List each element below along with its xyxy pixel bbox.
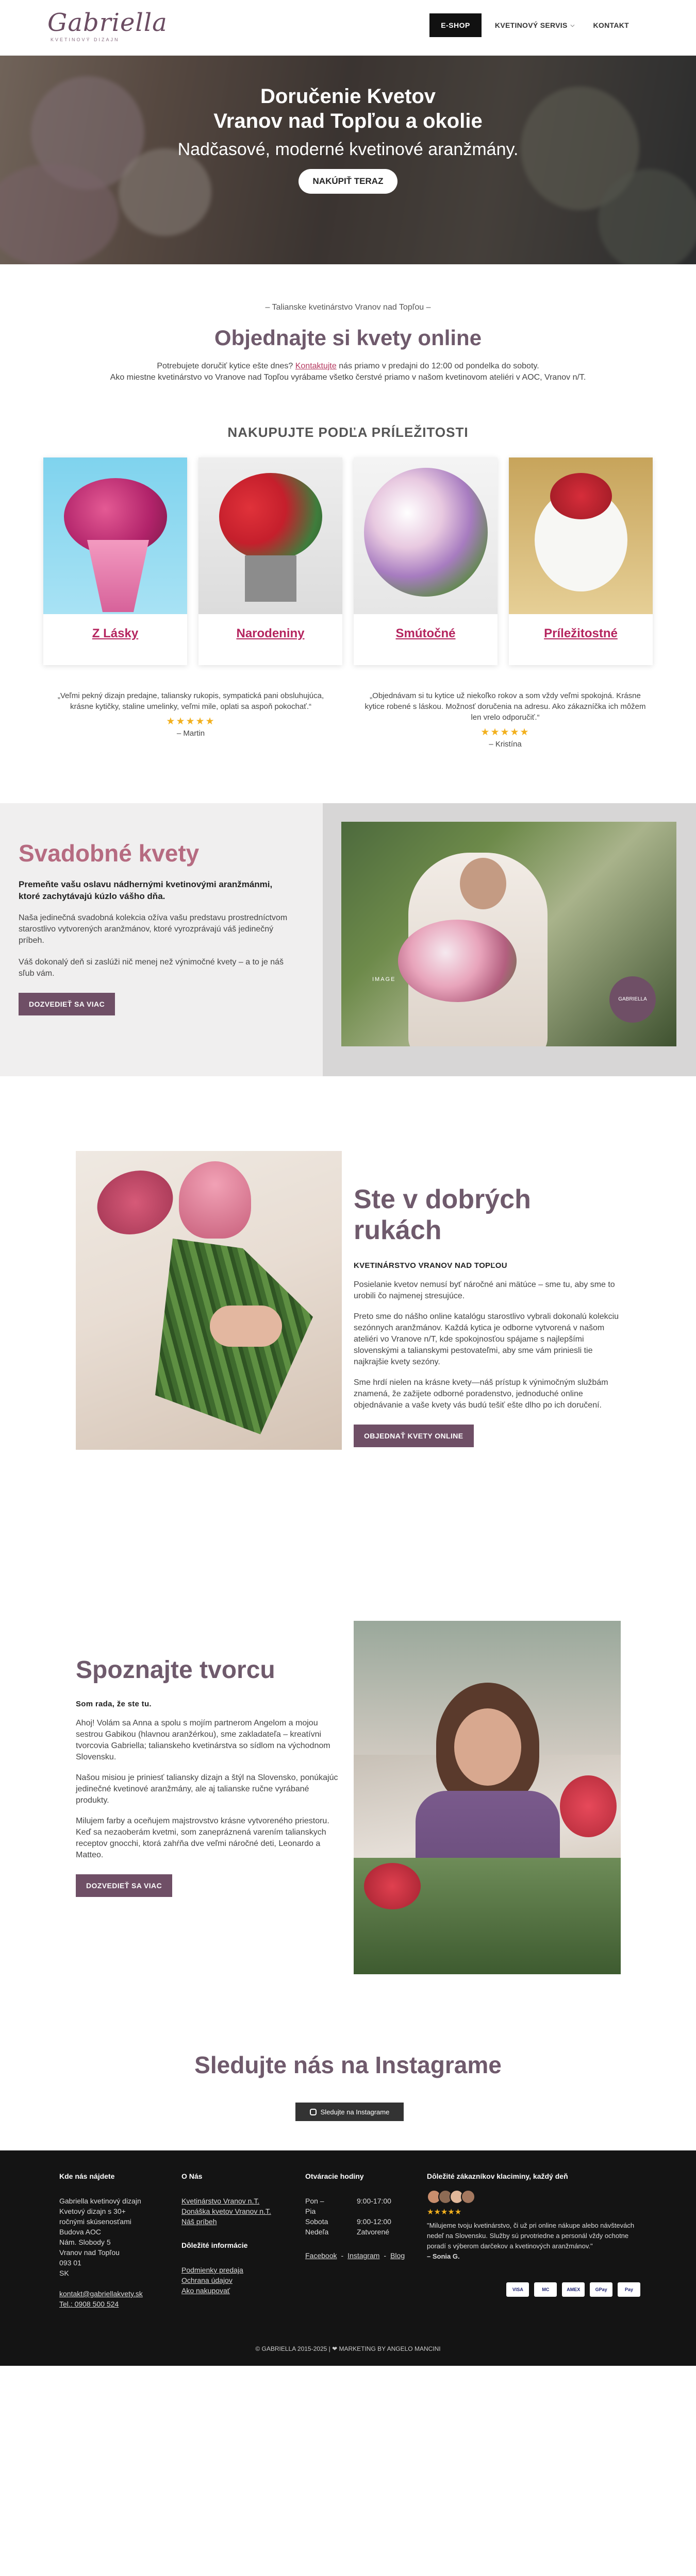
hero-subtitle: Nadčasové, moderné kvetinové aranžmány. bbox=[177, 140, 519, 159]
footer-link[interactable]: Ochrana údajov bbox=[181, 2276, 233, 2284]
good-hands-paragraph-3: Sme hrdí nielen na krásne kvety—náš prístup k výnimočným službám znamená, že zažijete odborné poradenstvo, jednoduché online objednávanie a vaše kvety vás budú tešiť ešte dlho po ich doručení. bbox=[354, 1378, 608, 1410]
review-text: „Objednávam si tu kytice už niekoľko rokov a som vždy veľmi spokojná. Krásne kytice robené s láskou. Možnosť doručenia na adresu. Ako zákazníčka ich môžem len vrelo odporučiť.“ bbox=[364, 691, 646, 722]
creator-paragraph-2: Našou misiou je priniesť taliansky dizajn a štýl na Slovensko, ponúkajúc jedinečné kvetinové aranžmány, ale aj talianske ručne vyrábané produkty. bbox=[76, 1773, 338, 1805]
visa-icon: VISA bbox=[506, 2282, 529, 2297]
hours-time: Zatvorené bbox=[357, 2228, 390, 2236]
footer-address-col bbox=[59, 2171, 152, 2309]
review-author: – Kristína bbox=[489, 740, 522, 749]
separator: - bbox=[384, 2251, 387, 2260]
wedding-text bbox=[19, 839, 292, 1015]
gabriella-badge: GABRIELLA bbox=[609, 976, 656, 1023]
occasion-card-occasional[interactable] bbox=[509, 457, 653, 665]
site-header bbox=[0, 0, 696, 56]
hours-time: 9:00-12:00 bbox=[357, 2217, 391, 2226]
hero-title-line1: Doručenie Kvetov bbox=[260, 85, 436, 108]
good-hands-text bbox=[354, 1184, 622, 1447]
good-hands-subtitle: KVETINÁRSTVO VRANOV NAD TOPĽOU bbox=[354, 1261, 507, 1270]
wedding-paragraph-2: Váš dokonalý deň si zaslúži nič menej než výnimočné kvety – a to je náš sľub vám. bbox=[19, 958, 284, 978]
footer-link[interactable]: Donáška kvetov Vranov n.T. bbox=[181, 2207, 271, 2215]
occasion-card-love[interactable] bbox=[43, 457, 187, 665]
intro-text-b: nás priamo v predajni do 12:00 od pondelka do soboty. bbox=[336, 362, 539, 370]
footer-link[interactable]: Náš príbeh bbox=[181, 2217, 217, 2226]
intro-section bbox=[0, 303, 696, 383]
separator: - bbox=[341, 2251, 344, 2260]
occasion-label-love[interactable]: Z Lásky bbox=[92, 626, 139, 640]
occasion-image-birthday bbox=[198, 457, 342, 614]
footer-review-author: – Sonia G. bbox=[427, 2252, 460, 2260]
order-online-button[interactable]: OBJEDNAŤ KVETY ONLINE bbox=[354, 1425, 474, 1447]
payment-methods bbox=[427, 2282, 643, 2297]
footer-heading: Otváracie hodiny bbox=[305, 2172, 364, 2180]
intro-tagline: – Talianske kvetinárstvo Vranov nad Topľou – bbox=[265, 303, 431, 312]
creator-paragraph-1: Ahoj! Volám sa Anna a spolu s mojím partnerom Angelom a mojou sestrou Gabikou (hlavnou aranžérkou), sme zakladateľa – kreatívni tvorcovia Gabriella; talianskeho kvetinárstva so sídlom na východnom Slovensku. bbox=[76, 1719, 330, 1761]
intro-text-c: Ako miestne kvetinárstvo vo Vranove nad Topľou vyrábame všetko čerstvé priamo v našom kvetinovom ateliéri v AOC, Vranov n/T. bbox=[110, 373, 586, 382]
footer-phone-link[interactable]: Tel.: 0908 500 524 bbox=[59, 2300, 119, 2308]
logo-text: Gabriella bbox=[47, 8, 168, 37]
footer-email-link[interactable]: kontakt@gabriellakvety.sk bbox=[59, 2290, 143, 2298]
instagram-follow-button[interactable] bbox=[295, 2103, 404, 2121]
wedding-photo-caption: IMAGE bbox=[372, 976, 396, 982]
nav-contact[interactable]: KONTAKT bbox=[593, 21, 629, 29]
mastercard-icon: MC bbox=[534, 2282, 557, 2297]
footer-heading: O Nás bbox=[181, 2172, 203, 2180]
creator-paragraph-3: Milujem farby a oceňujem majstrovstvo krásne vytvoreného priestoru. Keď sa nezaoberám kvetmi, som zanepráznená varením talianskych receptov gnocchi, ktorá zahŕňa dve veľmi náročné deti, Leonardo a Matteo. bbox=[76, 1817, 329, 1859]
wedding-section bbox=[0, 803, 696, 1076]
review-text: „Veľmi pekný dizajn predajne, taliansky rukopis, sympatická pani obsluhujúca, krásne kytičky, staline umelinky, veľmi mile, oplati sa aspoň pokochať.“ bbox=[57, 691, 324, 711]
copyright: © GABRIELLA 2015-2025 | ❤ MARKETING BY ANGELO MANCINI bbox=[255, 2345, 441, 2352]
hero-content bbox=[0, 84, 696, 194]
wedding-more-button[interactable]: DOZVEDIEŤ SA VIAC bbox=[19, 993, 115, 1015]
creator-more-button[interactable]: DOZVEDIEŤ SA VIAC bbox=[76, 1874, 172, 1897]
intro-paragraph bbox=[0, 361, 696, 383]
blog-link[interactable]: Blog bbox=[390, 2251, 405, 2260]
nav-services[interactable] bbox=[490, 21, 580, 29]
creator-text bbox=[76, 1656, 344, 1897]
creator-title: Spoznajte tvorcu bbox=[76, 1656, 275, 1684]
florist-hands-photo bbox=[76, 1151, 342, 1450]
wedding-title: Svadobné kvety bbox=[19, 840, 200, 867]
nav-services-label: KVETINOVÝ SERVIS bbox=[494, 21, 568, 29]
star-rating-icon: ★★★★★ bbox=[166, 716, 216, 727]
footer-review-text: "Milujeme tvoju kvetinárstvo, či už pri online nákupe alebo návštevách nedeľ na Slovensku. Služby sú prvotriedne a personál vždy ochotne poradí s výberom darčekov a kvetinových aranžmánov." bbox=[427, 2222, 635, 2250]
site-footer bbox=[0, 2150, 696, 2366]
google-pay-icon: GPay bbox=[590, 2282, 612, 2297]
good-hands-paragraph-2: Preto sme do nášho online katalógu starostlivo vybrali dokonalú kolekciu sezónnych aranžmánov. Každá kytica je odborne vytvorená v našom ateliéri vo Vranove n/T, kde spokojnosťou spájame s najlepšími slovenskými a talianskymi pestovateľmi, aby sme vám priniesli tie najkrajšie kvety sezóny. bbox=[354, 1312, 619, 1366]
logo[interactable] bbox=[47, 10, 202, 46]
footer-about-col bbox=[181, 2171, 290, 2296]
occasion-card-funeral[interactable] bbox=[354, 457, 498, 665]
footer-hours-col bbox=[305, 2171, 408, 2261]
hours-row bbox=[305, 2216, 408, 2227]
occasion-image-love bbox=[43, 457, 187, 614]
footer-address-line: Vranov nad Topľou bbox=[59, 2248, 120, 2257]
instagram-link[interactable]: Instagram bbox=[347, 2251, 380, 2260]
hero-title-line2: Vranov nad Topľou a okolie bbox=[213, 110, 483, 132]
occasion-cards bbox=[43, 457, 653, 665]
footer-address-line: Kvetový dizajn s 30+ bbox=[59, 2207, 126, 2215]
hero-shop-button[interactable]: NAKÚPIŤ TERAZ bbox=[299, 169, 398, 194]
hero-banner bbox=[0, 56, 696, 264]
wedding-lead: Premeňte vašu oslavu nádhernými kvetinovými aranžmánmi, ktoré zachytávajú kúzlo vášho dňa. bbox=[19, 879, 273, 901]
footer-heading: Dôležité zákazníkov klaciminy, každý deň bbox=[427, 2172, 568, 2180]
wedding-photo-panel bbox=[323, 803, 696, 1076]
review-author: – Martin bbox=[176, 729, 205, 738]
instagram-icon bbox=[310, 2109, 317, 2115]
hours-row bbox=[305, 2227, 408, 2237]
footer-heading: Dôležité informácie bbox=[181, 2241, 248, 2249]
occasion-label-birthday[interactable]: Narodeniny bbox=[236, 626, 305, 640]
social-links bbox=[305, 2250, 408, 2261]
facebook-link[interactable]: Facebook bbox=[305, 2251, 337, 2260]
creator-subtitle: Som rada, že ste tu. bbox=[76, 1700, 152, 1708]
review-1 bbox=[46, 690, 335, 750]
main-nav bbox=[429, 13, 634, 37]
footer-address-line: SK bbox=[59, 2269, 69, 2277]
footer-address-line: Gabriella kvetinový dizajn bbox=[59, 2197, 141, 2205]
hours-time: 9:00-17:00 bbox=[357, 2197, 391, 2205]
wedding-paragraph-1: Naša jedinečná svadobná kolekcia ožíva vašu predstavu prostredníctvom starostlivo vytvorených aranžmánov, ktoré vyrozprávajú váš jedinečný príbeh. bbox=[19, 913, 288, 945]
contact-link[interactable]: Kontaktujte bbox=[295, 362, 337, 370]
creator-photo bbox=[354, 1621, 621, 1974]
instagram-title: Sledujte nás na Instagrame bbox=[194, 2052, 502, 2078]
footer-address-line: 093 01 bbox=[59, 2259, 81, 2267]
footer-reviews-col bbox=[427, 2171, 643, 2297]
review-2 bbox=[361, 690, 650, 750]
good-hands-paragraph-1: Posielanie kvetov nemusí byť náročné ani mätúce – sme tu, aby sme to urobili čo najmenej stresujúce. bbox=[354, 1280, 615, 1300]
hours-day: Nedeľa bbox=[305, 2228, 329, 2236]
occasion-card-birthday[interactable] bbox=[198, 457, 342, 665]
intro-text-a: Potrebujete doručiť kytice ešte dnes? bbox=[157, 362, 295, 370]
hours-day: Sobota bbox=[305, 2217, 328, 2226]
reviews bbox=[46, 690, 650, 750]
occasions-title: NAKUPUJTE PODĽA PRÍLEŽITOSTI bbox=[227, 425, 469, 440]
footer-address-line: ročnými skúsenosťami bbox=[59, 2217, 131, 2226]
customer-avatars bbox=[427, 2190, 643, 2204]
logo-subtitle: KVETINOVÝ DIZAJN bbox=[51, 37, 120, 42]
hours-row bbox=[305, 2196, 408, 2216]
occasion-label-occasional[interactable]: Príležitostné bbox=[544, 626, 618, 640]
footer-address-line: Nám. Slobody 5 bbox=[59, 2238, 111, 2246]
good-hands-title: Ste v dobrých rukách bbox=[354, 1184, 531, 1245]
avatar bbox=[461, 2190, 475, 2204]
footer-link[interactable]: Podmienky predaja bbox=[181, 2266, 243, 2274]
amex-icon: AMEX bbox=[562, 2282, 585, 2297]
nav-eshop-button[interactable]: E-SHOP bbox=[429, 13, 482, 37]
occasion-image-funeral bbox=[354, 457, 498, 614]
occasion-label-funeral[interactable]: Smútočné bbox=[395, 626, 456, 640]
footer-heading: Kde nás nájdete bbox=[59, 2172, 115, 2180]
footer-link[interactable]: Kvetinárstvo Vranov n.T. bbox=[181, 2197, 260, 2205]
hours-day: Pon – Pia bbox=[305, 2197, 324, 2215]
footer-address-line: Budova AOC bbox=[59, 2228, 101, 2236]
wedding-photo bbox=[341, 822, 676, 1046]
apple-pay-icon: Pay bbox=[618, 2282, 640, 2297]
star-rating-icon: ★★★★★ bbox=[480, 727, 530, 738]
intro-title: Objednajte si kvety online bbox=[214, 326, 482, 350]
footer-link[interactable]: Ako nakupovať bbox=[181, 2286, 230, 2295]
occasion-image-occasional bbox=[509, 457, 653, 614]
chevron-down-icon: ⌵ bbox=[570, 22, 575, 28]
instagram-button-label: Sledujte na Instagrame bbox=[320, 2108, 390, 2116]
footer-star-icon: ★★★★★ bbox=[427, 2208, 462, 2216]
